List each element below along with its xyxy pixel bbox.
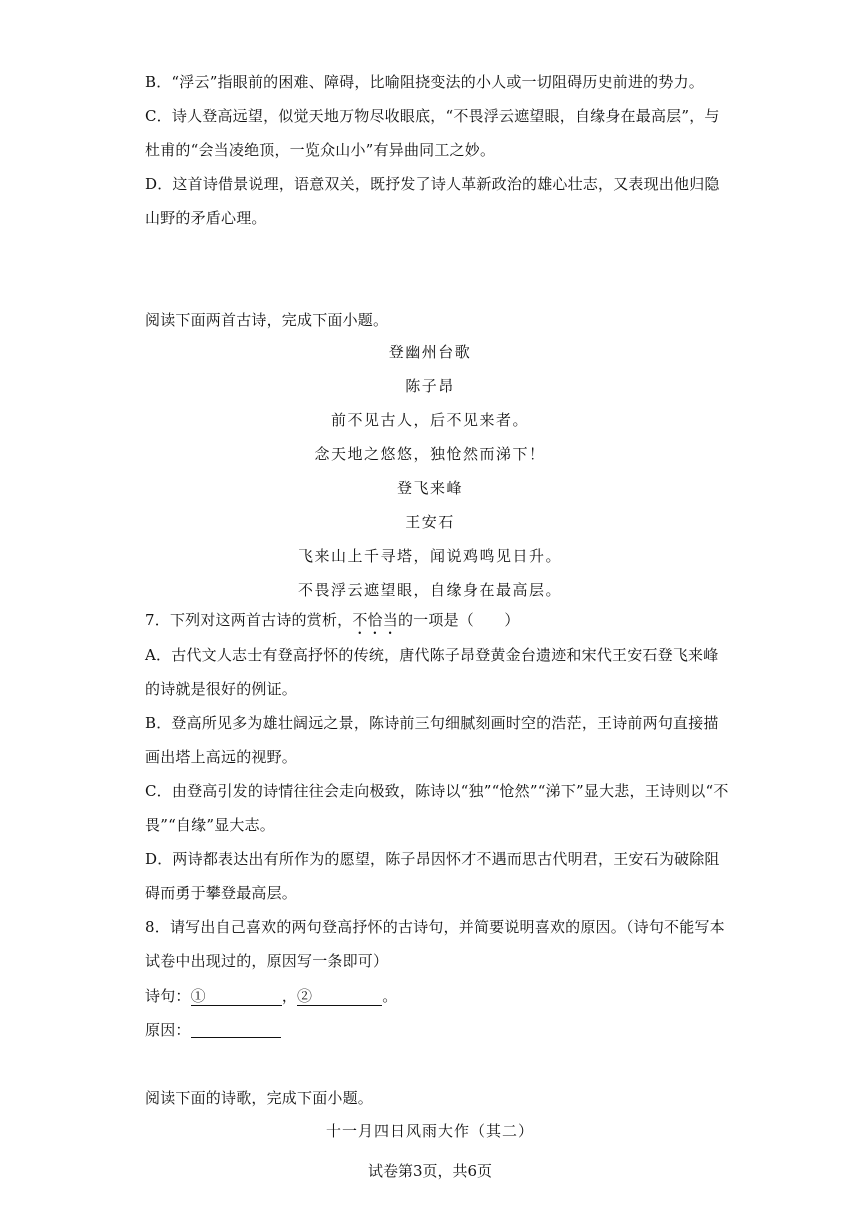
poem2-line1: 飞来山上千寻塔，闻说鸡鸣见日升。 xyxy=(297,547,562,565)
q8-blank-2[interactable] xyxy=(297,987,382,1006)
poem2-title: 登飞来峰 xyxy=(396,479,463,497)
q7-option-d-line1: D．两诗都表达出有所作为的愿望，陈子昂因怀才不遇而思古代明君，王安石为破除阻 xyxy=(145,850,720,868)
q8-blank-1[interactable] xyxy=(191,987,282,1006)
q7-option-a-line1: A．古代文人志士有登高抒怀的传统，唐代陈子昂登黄金台遗迹和宋代王安石登飞来峰 xyxy=(145,646,719,664)
poem1-author: 陈子昂 xyxy=(405,377,455,395)
prev-option-d-line2: 山野的矛盾心理。 xyxy=(145,209,267,227)
q8-reason-blank[interactable] xyxy=(191,1021,281,1038)
q7-stem-before: 7．下列对这两首古诗的赏析， xyxy=(145,611,353,629)
q7-option-b-line1: B．登高所见多为雄壮阔远之景，陈诗前三句细腻刻画时空的浩茫，王诗前两句直接描 xyxy=(145,714,719,732)
question-7-stem xyxy=(145,609,720,638)
prev-option-c-line1: C．诗人登高远望，似觉天地万物尽收眼底，“不畏浮云遮望眼，自缘身在最高层”，与 xyxy=(145,107,720,125)
poem2-line2: 不畏浮云遮望眼，自缘身在最高层。 xyxy=(297,581,562,599)
q8-reason-label: 原因： xyxy=(145,1021,191,1039)
section2-instruction: 阅读下面的诗歌，完成下面小题。 xyxy=(145,1089,374,1107)
section1-instruction: 阅读下面两首古诗，完成下面小题。 xyxy=(145,311,389,329)
section2-poem-title: 十一月四日风雨大作（其二） xyxy=(325,1122,534,1140)
question-8-stem-line2: 试卷中出现过的，原因写一条即可） xyxy=(145,952,389,970)
q8-blank2-marker: ② xyxy=(297,987,313,1005)
prev-option-b: B．“浮云”指眼前的困难、障碍，比喻阻挠变法的小人或一切阻碍历史前进的势力。 xyxy=(145,73,704,91)
page-footer: 试卷第3页，共6页 xyxy=(367,1162,493,1180)
q8-verse-row xyxy=(145,985,720,1007)
poem1-line2: 念天地之悠悠，独怆然而涕下！ xyxy=(314,445,546,463)
q8-reason-row xyxy=(145,1019,720,1041)
poem2-author: 王安石 xyxy=(405,513,455,531)
q8-verse-label: 诗句： xyxy=(145,987,191,1005)
q7-option-c-line1: C．由登高引发的诗情往往会走向极致，陈诗以“独”“怆然”“涕下”显大悲，王诗则以“不 xyxy=(145,782,729,800)
q7-option-c-line2: 畏”“自缘”显大志。 xyxy=(145,816,276,834)
q8-end-mark: 。 xyxy=(382,987,398,1005)
q7-option-d-line2: 碍而勇于攀登最高层。 xyxy=(145,884,298,902)
q7-option-a-line2: 的诗就是很好的例证。 xyxy=(145,680,298,698)
question-8-stem-line1: 8．请写出自己喜欢的两句登高抒怀的古诗句，并简要说明喜欢的原因。（诗句不能写本 xyxy=(145,918,725,936)
poem1-title: 登幽州台歌 xyxy=(388,343,472,361)
poem1-line1: 前不见古人，后不见来者。 xyxy=(330,411,529,429)
q7-stem-after: 的一项是（ ） xyxy=(397,611,520,629)
q7-option-b-line2: 画出塔上高远的视野。 xyxy=(145,748,298,766)
prev-option-c-line2: 杜甫的“会当凌绝顶，一览众山小”有异曲同工之妙。 xyxy=(145,141,496,159)
prev-option-d-line1: D．这首诗借景说理，语意双关，既抒发了诗人革新政治的雄心壮志，又表现出他归隐 xyxy=(145,175,720,193)
q8-blank1-marker: ① xyxy=(190,987,206,1005)
q7-emphasis: 不恰当 xyxy=(352,611,398,629)
q8-separator: ， xyxy=(281,987,298,1005)
